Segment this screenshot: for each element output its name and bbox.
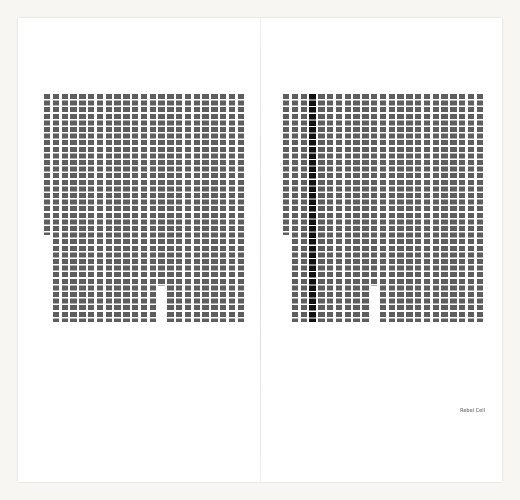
text-column [318,94,325,322]
text-column [202,94,209,322]
text-column [406,94,413,322]
text-column [158,94,165,286]
text-column [301,94,308,322]
text-column [362,94,369,322]
text-column [220,94,227,322]
text-column [441,94,448,322]
text-column [353,94,360,322]
text-column [380,94,387,322]
right-page-footer [460,408,485,415]
text-column [345,94,352,322]
text-column [389,94,396,322]
text-column [424,94,431,322]
right-page-text-block [277,94,483,322]
left-page [18,18,260,482]
text-column [53,94,60,322]
text-column [176,94,183,322]
text-column [371,94,378,286]
text-column [211,94,218,322]
text-column [238,94,245,322]
text-column [450,94,457,322]
book-spread [18,18,502,482]
text-column [468,94,475,322]
text-column [415,94,422,322]
text-column [141,94,148,322]
right-page [261,18,503,482]
text-column [336,94,343,322]
text-column [229,94,236,322]
text-column [44,94,51,235]
left-page-text-block [38,94,244,322]
text-column [283,94,290,235]
text-column [70,94,77,322]
text-column [150,94,157,322]
text-column [292,94,299,322]
text-column [79,94,86,322]
text-column [397,94,404,322]
text-column [132,94,139,322]
text-column [327,94,334,322]
text-column [477,94,484,322]
text-column [185,94,192,322]
text-column [62,94,69,322]
text-column [106,94,113,322]
text-column [194,94,201,322]
text-column [123,94,130,322]
text-column [88,94,95,322]
text-column [167,94,174,322]
text-column [459,94,466,322]
text-column [114,94,121,322]
text-column-emphasis [309,94,316,322]
text-column [97,94,104,322]
right-footer-title: Rebel Cell [460,408,485,414]
text-column [433,94,440,322]
